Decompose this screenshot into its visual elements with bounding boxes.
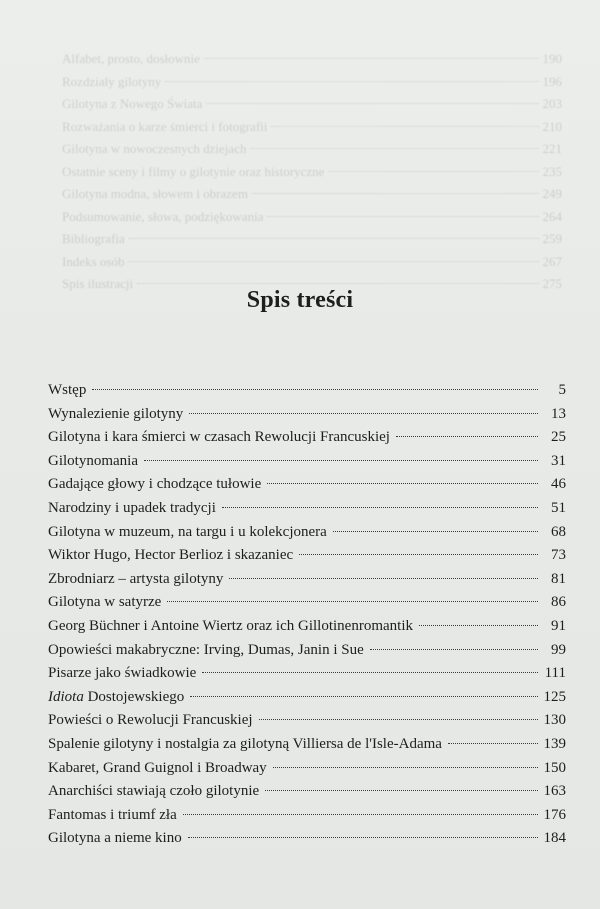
toc-entry-page: 99 <box>551 641 566 658</box>
dot-leader <box>299 554 538 555</box>
toc-entry-title: Gilotyna w muzeum, na targu i u kolekcjonera <box>48 523 327 540</box>
toc-entry <box>48 500 566 524</box>
toc-entry <box>48 665 566 689</box>
toc-entry <box>48 830 566 854</box>
toc-entry-page: 91 <box>551 617 566 634</box>
dot-leader <box>265 790 537 791</box>
dot-leader <box>167 601 538 602</box>
toc-entry <box>48 712 566 736</box>
dot-leader <box>202 672 538 673</box>
dot-leader <box>448 743 538 744</box>
toc-entry-title: Zbrodniarz – artysta gilotyny <box>48 570 224 587</box>
dot-leader <box>190 696 537 697</box>
toc-entry-title: Anarchiści stawiają czoło gilotynie <box>48 783 260 800</box>
toc-entry-title: Pisarze jako świadkowie <box>48 665 197 682</box>
toc-entry <box>48 689 566 713</box>
toc-entry-page: 125 <box>543 688 566 705</box>
dot-leader <box>222 507 538 508</box>
toc-entry <box>48 760 566 784</box>
toc-entry-page: 86 <box>551 594 566 611</box>
toc-entry-page: 163 <box>543 783 566 800</box>
toc-entry-page: 68 <box>551 523 566 540</box>
toc-entry <box>48 547 566 571</box>
toc-entry-page: 111 <box>544 665 566 682</box>
toc-entry-title: Gilotyna a nieme kino <box>48 830 182 847</box>
dot-leader <box>92 389 538 390</box>
toc-entry-page: 130 <box>543 712 566 729</box>
dot-leader <box>188 837 538 838</box>
table-of-contents <box>48 382 566 854</box>
toc-entry-title: Gilotynomania <box>48 452 138 469</box>
toc-entry <box>48 736 566 760</box>
toc-entry-page: 46 <box>551 476 566 493</box>
toc-entry <box>48 642 566 666</box>
toc-entry <box>48 807 566 831</box>
dot-leader <box>370 649 538 650</box>
dot-leader <box>183 814 538 815</box>
toc-entry <box>48 453 566 477</box>
toc-entry-page: 5 <box>558 382 566 398</box>
toc-entry-page: 81 <box>551 570 566 587</box>
toc-entry-page: 25 <box>551 429 566 446</box>
toc-entry-title: Fantomas i triumf zła <box>48 806 177 823</box>
toc-entry <box>48 406 566 430</box>
toc-entry-page: 73 <box>551 547 566 564</box>
toc-entry-page: 184 <box>543 830 566 847</box>
toc-entry <box>48 594 566 618</box>
dot-leader <box>259 719 538 720</box>
toc-entry-page: 31 <box>551 452 566 469</box>
toc-entry <box>48 382 566 406</box>
toc-entry-page: 176 <box>543 806 566 823</box>
toc-entry-title: Gadające głowy i chodzące tułowie <box>48 476 262 493</box>
toc-entry <box>48 618 566 642</box>
show-through-text: Alfabet, prosto, dosłownie 190 Rozdziały gilotyny 196 Gilotyna z Nowego Świata 203 Rozważania o karze śmierci i fotografii 210 Gilotyna w nowoczesnych dziejach 221 Ostatnie sceny i filmy o gilotynie oraz historyczne 235 Gilotyna modna, słowem i obrazem 249 Podsumowanie, słowa, podziękowania 264 Bibliografia 259 Indeks osób 267 Spis ilustracji 275 <box>62 51 562 291</box>
toc-entry-title: Gilotyna w satyrze <box>48 594 162 611</box>
dot-leader <box>333 531 538 532</box>
toc-entry-title: Wynalezienie gilotyny <box>48 405 184 422</box>
dot-leader <box>229 578 538 579</box>
toc-entry-title: Spalenie gilotyny i nostalgia za gilotyną Villiersa de l'Isle-Adama <box>48 735 442 752</box>
dot-leader <box>419 625 538 626</box>
toc-entry <box>48 571 566 595</box>
dot-leader <box>189 413 538 414</box>
page-title: Spis treści <box>246 287 354 313</box>
toc-entry-title: Gilotyna i kara śmierci w czasach Rewolucji Francuskiej <box>48 429 390 446</box>
dot-leader <box>273 767 538 768</box>
toc-entry-title: Narodziny i upadek tradycji <box>48 499 216 516</box>
toc-entry <box>48 476 566 500</box>
toc-entry-title: Wiktor Hugo, Hector Berlioz i skazaniec <box>48 547 294 564</box>
toc-entry-title: Georg Büchner i Antoine Wiertz oraz ich Gillotinenromantik <box>48 617 413 634</box>
toc-entry-page: 51 <box>551 499 566 516</box>
toc-entry-title: Wstęp <box>48 382 87 398</box>
toc-entry <box>48 429 566 453</box>
toc-entry <box>48 783 566 807</box>
dot-leader <box>396 436 538 437</box>
toc-entry-page: 150 <box>543 759 566 776</box>
toc-entry-page: 139 <box>543 735 566 752</box>
toc-entry-title: Opowieści makabryczne: Irving, Dumas, Janin i Sue <box>48 641 364 658</box>
toc-entry-title: Kabaret, Grand Guignol i Broadway <box>48 759 267 776</box>
dot-leader <box>144 460 538 461</box>
toc-entry-title <box>48 689 184 706</box>
dot-leader <box>267 483 538 484</box>
toc-entry-title-italic: Idiota <box>48 688 84 705</box>
toc-entry-title: Powieści o Rewolucji Francuskiej <box>48 712 253 729</box>
toc-entry <box>48 524 566 548</box>
toc-entry-title-rest: Dostojewskiego <box>83 688 185 705</box>
toc-entry-page: 13 <box>551 405 566 422</box>
